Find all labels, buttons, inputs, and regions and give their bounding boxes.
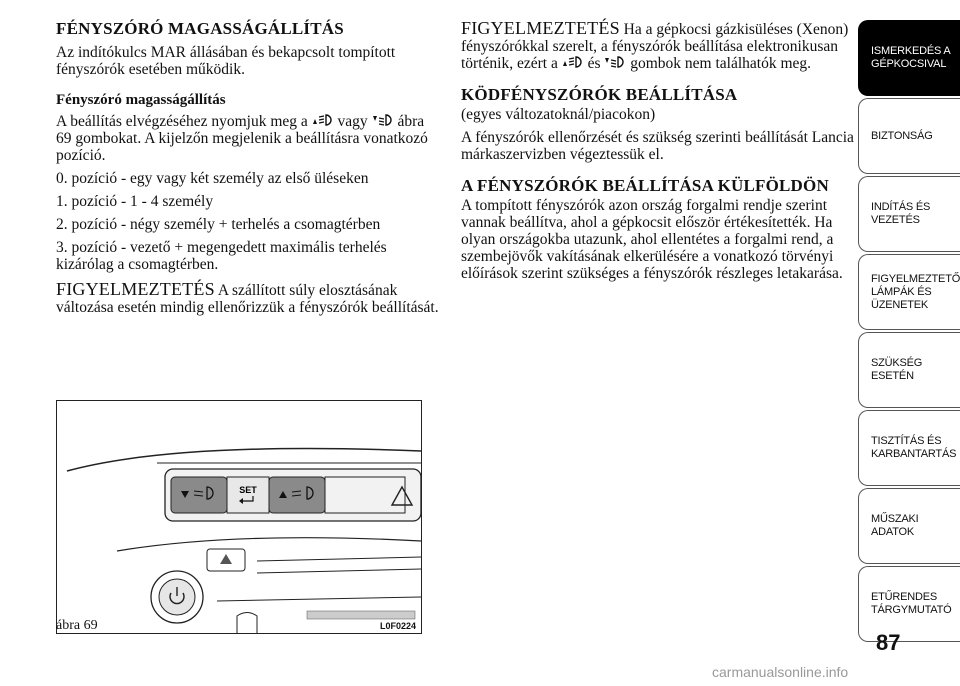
warning-paragraph-left: FIGYELMEZTETÉS A szállított súly elosztásának változása esetén mindig ellenőrizzük a fényszórók beállítását. <box>56 279 439 316</box>
tab-targymutato[interactable]: ETŰRENDES TÁRGYMUTATÓ <box>858 566 960 642</box>
tab-inditas-es-vezetes[interactable]: INDÍTÁS ÉS VEZETÉS <box>858 176 960 252</box>
tab-szukseg-eseten[interactable]: SZÜKSÉG ESETÉN <box>858 332 960 408</box>
tab-ismerkedes[interactable]: ISMERKEDÉS A GÉPKOCSIVAL <box>858 20 960 96</box>
warning-paragraph-right: FIGYELMEZTETÉS Ha a gépkocsi gázkisüléses (Xenon) fényszórókkal szerelt, a fényszórók beállítása elektronikusan történik, ezért a és gombok nem találhatók meg. <box>461 18 849 72</box>
section-heading-levelling: FÉNYSZÓRÓ MAGASSÁGÁLLÍTÁS <box>56 19 344 38</box>
headlight-up-icon <box>562 55 584 69</box>
position-item: 1. pozíció - 1 - 4 személy <box>56 193 214 210</box>
position-item: 3. pozíció - vezető + megengedett maximális terhelés kizárólag a csomagtérben. <box>56 239 387 273</box>
figure-code: L0F0224 <box>380 621 417 631</box>
warning-label: FIGYELMEZTETÉS <box>56 279 215 299</box>
position-item: 2. pozíció - négy személy + terhelés a csomagtérben <box>56 216 381 233</box>
set-button-label: SET <box>239 485 257 495</box>
adjust-paragraph: A beállítás elvégzéséhez nyomjuk meg a vagy ábra 69 gombokat. A kijelzőn megjelenik a beállításra vonatkozó pozíció. <box>56 113 428 164</box>
tab-figyelmezteto-lampak[interactable]: FIGYELMEZTETŐ LÁMPÁK ÉS ÜZENETEK <box>858 254 960 330</box>
dashboard-illustration <box>57 401 421 633</box>
page-number: 87 <box>876 630 901 655</box>
watermark: carmanualsonline.info <box>712 664 849 680</box>
tab-biztonsag[interactable]: BIZTONSÁG <box>858 98 960 174</box>
right-column <box>461 20 856 288</box>
headlight-down-icon <box>604 55 626 69</box>
tab-muszaki-adatok[interactable]: MŰSZAKI ADATOK <box>858 488 960 564</box>
abroad-paragraph: A tompított fényszórók azon ország forgalmi rendje szerint vannak beállítva, ahol a gépkocsit először értékesítették. Ha olyan országokba utazunk, ahol ellentétes a forgalmi rend, a szembejövők vakításának elkerülésére a vonatkozó törvényi előírások szerint szükséges a fényszórók részleges letakarása. <box>461 197 843 282</box>
subheading-levelling: Fényszóró magasságállítás <box>56 92 226 108</box>
fog-subtitle: (egyes változatoknál/piacokon) <box>461 106 656 123</box>
tab-tisztitas-es-karbantartas[interactable]: TISZTÍTÁS ÉS KARBANTARTÁS <box>858 410 960 486</box>
fog-paragraph: A fényszórók ellenőrzését és szükség szerinti beállítását Lancia márkaszervizben végeztessük el. <box>461 129 854 163</box>
fog-heading: KÖDFÉNYSZÓRÓK BEÁLLÍTÁSA <box>461 85 738 104</box>
left-column <box>56 20 441 322</box>
warning-label: FIGYELMEZTETÉS <box>461 18 620 38</box>
figure-caption: ábra 69 <box>56 618 98 633</box>
headlight-down-icon <box>372 113 394 127</box>
abroad-heading: A FÉNYSZÓRÓK BEÁLLÍTÁSA KÜLFÖLDÖN <box>461 176 829 195</box>
figure-69-dashboard-buttons <box>56 400 422 634</box>
headlight-up-icon <box>312 113 334 127</box>
intro-paragraph: Az indítókulcs MAR állásában és bekapcsolt tompított fényszórók esetében működik. <box>56 44 396 78</box>
position-item: 0. pozíció - egy vagy két személy az első üléseken <box>56 170 369 187</box>
